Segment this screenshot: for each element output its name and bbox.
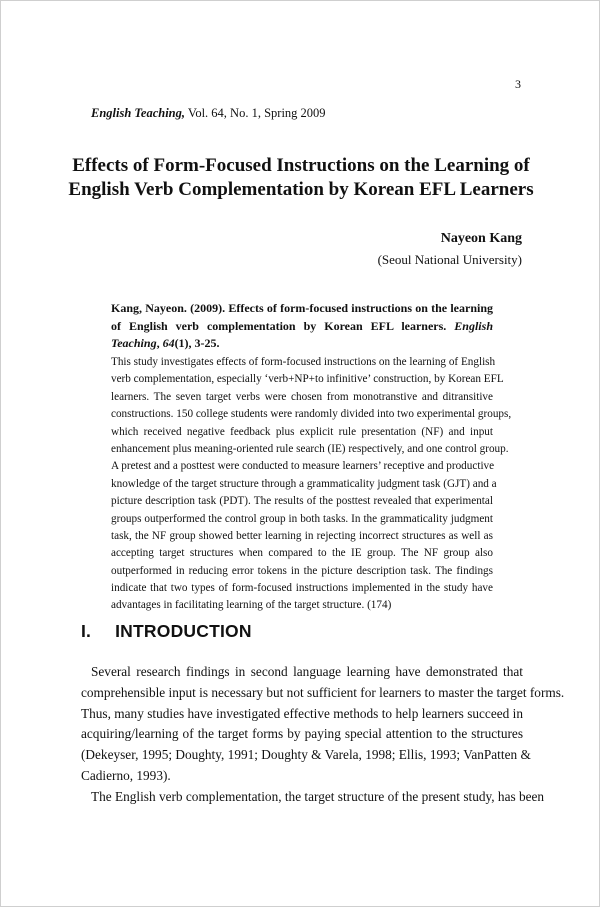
body-line: Thus, many studies have investigated effective methods to help learners succeed in — [81, 705, 523, 721]
abstract-line: task, the NF group showed better learning in rejecting incorrect structures as well as — [111, 529, 493, 542]
citation-journal: English Teaching — [111, 318, 493, 350]
abstract-line: This study investigates effects of form-focused instructions on the learning of English — [111, 356, 496, 368]
section-number: I. — [81, 621, 92, 641]
journal-header — [91, 106, 326, 121]
page-number: 3 — [515, 77, 521, 91]
abstract-line: indicate that two types of form-focused instructions implemented in the study have — [111, 582, 493, 595]
abstract-line: advantages in facilitating learning of the target structure. (174) — [111, 599, 392, 612]
section-title: INTRODUCTION — [115, 621, 252, 641]
abstract-line: picture description task (PDT). The results of the posttest revealed that experimental — [111, 495, 493, 508]
journal-name: English Teaching, — [91, 106, 186, 120]
body-line: comprehensible input is necessary but not sufficient for learners to master the target forms. — [81, 684, 565, 700]
author-name: Nayeon Kang — [440, 231, 522, 246]
paper-title — [61, 154, 541, 202]
body-line: acquiring/learning of the target forms by paying special attention to the structures — [81, 726, 523, 742]
citation-rest: (1), 3-25. — [174, 336, 220, 350]
abstract-line: A pretest and a posttest were conducted to measure learners’ receptive and productive — [111, 460, 495, 473]
abstract-line: which received negative feedback plus explicit rule presentation (NF) and input — [111, 425, 493, 438]
title-line: Effects of Form-Focused Instructions on the Learning of — [72, 155, 530, 176]
abstract-line: knowledge of the target structure through a grammaticality judgment task (GJT) and a — [111, 477, 497, 490]
body-line: The English verb complementation, the target structure of the present study, has been — [91, 788, 545, 804]
abstract — [111, 354, 512, 615]
abstract-line: enhancement plus meaning-oriented rule search (IE) respectively, and one control group. — [111, 442, 509, 455]
abstract-line: groups outperformed the control group in both tasks. In the grammaticality judgment — [111, 512, 493, 525]
abstract-line: accepting target structures when compared to the IE group. The NF group also — [111, 547, 493, 560]
body-line: (Dekeyser, 1995; Doughty, 1991; Doughty & Varela, 1998; Ellis, 1993; VanPatten & — [81, 747, 531, 763]
journal-issue: Vol. 64, No. 1, Spring 2009 — [185, 106, 326, 120]
section-heading — [81, 621, 252, 642]
body-line: Several research findings in second language learning have demonstrated that — [91, 664, 523, 679]
title-line: English Verb Complementation by Korean EFL Learners — [68, 179, 534, 200]
body-text — [81, 662, 565, 808]
abstract-line: outperformed in reducing error tokens in the picture description task. The findings — [111, 564, 493, 577]
abstract-line: verb complementation, especially ‘verb+NP+to infinitive’ construction, by Korean EFL — [111, 373, 504, 386]
body-line: Cadierno, 1993). — [81, 767, 171, 783]
author-affiliation: (Seoul National University) — [377, 252, 522, 267]
citation — [111, 300, 493, 353]
abstract-line: learners. The seven target verbs were chosen from monotranstive and ditransitive — [111, 390, 493, 403]
citation-text: Kang, Nayeon. (2009). Effects of form-focused instructions on the learning of English verb complementation by Korean EFL learners. — [111, 301, 493, 333]
citation-sep: , — [156, 336, 163, 350]
abstract-line: constructions. 150 college students were randomly divided into two experimental groups, — [111, 408, 512, 421]
citation-volume: 64 — [162, 336, 175, 350]
